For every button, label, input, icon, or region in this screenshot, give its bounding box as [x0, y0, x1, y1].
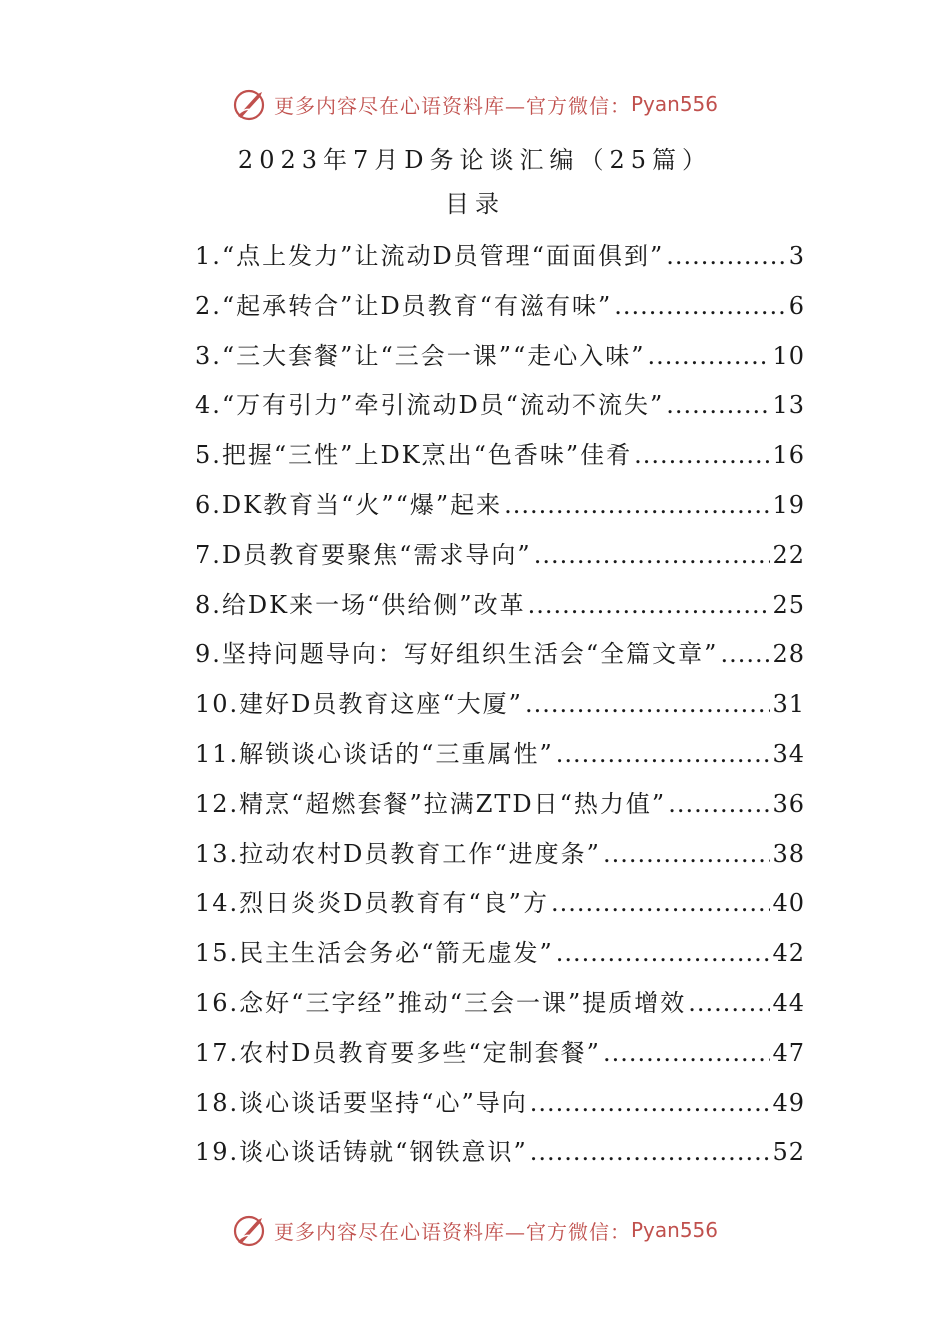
toc-entry-title: 坚持问题导向：写好组织生活会“全篇文章”: [221, 640, 719, 669]
toc-entry-page: 36: [772, 789, 805, 818]
toc-leader-dots: [528, 581, 771, 631]
toc-entry-page: 19: [772, 490, 805, 519]
document-title: 2023年7月D务论谈汇编（25篇）: [237, 146, 713, 174]
toc-leader-dots: [666, 381, 770, 431]
toc-leader-dots: [525, 680, 771, 730]
toc-entry-page: 34: [772, 739, 805, 768]
brush-logo-icon: [232, 1212, 268, 1248]
banner-wechat-id: Pyan556: [630, 92, 718, 116]
toc-leader-dots: [556, 929, 771, 979]
toc-entry-number: 10.: [195, 690, 240, 719]
toc-entry-page: 10: [772, 341, 805, 370]
toc-entry[interactable]: [195, 830, 805, 880]
toc-entry-number: 5.: [195, 441, 222, 470]
toc-entry-number: 17.: [195, 1038, 240, 1067]
toc-leader-dots: [530, 1079, 771, 1129]
toc-entry-title: “万有引力”牵引流动D员“流动不流失”: [221, 391, 665, 420]
toc-entry-title: 烈日炎炎D员教育有“良”方: [239, 889, 549, 918]
toc-entry-page: 22: [772, 540, 805, 569]
toc-entry[interactable]: [195, 1128, 805, 1178]
toc-leader-dots: [556, 730, 771, 780]
toc-entry-page: 47: [772, 1038, 805, 1067]
brush-logo-icon: [232, 86, 268, 122]
toc-entry-title: 解锁谈心谈话的“三重属性”: [239, 739, 554, 768]
toc-leader-dots: [648, 332, 771, 382]
toc-entry[interactable]: [195, 630, 805, 680]
toc-entry[interactable]: [195, 481, 805, 531]
toc-entry-title: 农村D员教育要多些“定制套餐”: [239, 1038, 601, 1067]
toc-entry-title: “三大套餐”让“三会一课”“走心入味”: [221, 341, 646, 370]
toc-entry-number: 14.: [195, 889, 240, 918]
toc-entry[interactable]: [195, 332, 805, 382]
toc-entry[interactable]: [195, 680, 805, 730]
toc-entry-number: 7.: [195, 540, 222, 569]
toc-heading: 目录: [445, 190, 505, 218]
toc-leader-dots: [551, 879, 771, 929]
toc-entry-page: 28: [772, 640, 805, 669]
toc-leader-dots: [666, 232, 786, 282]
toc-leader-dots: [634, 431, 770, 481]
banner-wechat-id: Pyan556: [630, 1218, 718, 1242]
toc-entry[interactable]: [195, 381, 805, 431]
footer-banner: [0, 1210, 950, 1250]
toc-entry-title: “起承转合”让D员教育“有滋有味”: [221, 291, 613, 320]
toc-entry[interactable]: [195, 282, 805, 332]
toc-entry-page: 31: [772, 690, 805, 719]
toc-entry-title: D员教育要聚焦“需求导向”: [221, 540, 532, 569]
toc-entry-title: 谈心谈话要坚持“心”导向: [239, 1088, 528, 1117]
toc-entry[interactable]: [195, 431, 805, 481]
toc-entry-title: 精烹“超燃套餐”拉满ZTD日“热力值”: [239, 789, 667, 818]
toc-leader-dots: [534, 531, 771, 581]
toc-entry-number: 15.: [195, 939, 240, 968]
toc-entry-page: 6: [788, 291, 805, 320]
toc-entry-number: 16.: [195, 988, 240, 1017]
toc-entry-page: 44: [772, 988, 805, 1017]
banner-text: 更多内容尽在心语资料库—官方微信：: [273, 1219, 631, 1244]
header-banner: [0, 84, 950, 124]
toc-entry-number: 18.: [195, 1088, 240, 1117]
toc-entry-title: 建好D员教育这座“大厦”: [239, 690, 523, 719]
toc-entry-number: 1.: [195, 242, 222, 270]
toc-entry[interactable]: [195, 780, 805, 830]
toc-entry-title: 念好“三字经”推动“三会一课”提质增效: [239, 988, 687, 1017]
toc-entry-page: 42: [772, 939, 805, 968]
toc-entry-page: 49: [772, 1088, 805, 1117]
toc-entry-page: 3: [788, 242, 805, 270]
toc-entry[interactable]: [195, 929, 805, 979]
toc-leader-dots: [504, 481, 770, 531]
toc-leader-dots: [603, 830, 771, 880]
toc-entry[interactable]: [195, 1079, 805, 1129]
toc-entry[interactable]: [195, 581, 805, 631]
toc-entry-number: 2.: [195, 291, 222, 320]
toc-leader-dots: [668, 780, 770, 830]
toc-entry-number: 12.: [195, 789, 240, 818]
toc-entry[interactable]: [195, 531, 805, 581]
toc-entry-page: 40: [772, 889, 805, 918]
toc-entry-title: DK教育当“火”“爆”起来: [221, 490, 503, 519]
toc-entry-page: 38: [772, 839, 805, 868]
toc-entry[interactable]: [195, 1029, 805, 1079]
toc-entry[interactable]: [195, 879, 805, 929]
toc-entry-title: 拉动农村D员教育工作“进度条”: [239, 839, 601, 868]
toc-entry-page: 13: [772, 391, 805, 420]
toc-entry[interactable]: [195, 979, 805, 1029]
toc-entry-number: 3.: [195, 341, 222, 370]
toc-entry-number: 13.: [195, 839, 240, 868]
toc-entry-number: 4.: [195, 391, 222, 420]
toc-entry-number: 8.: [195, 590, 222, 619]
toc-entry-title: 给DK来一场“供给侧”改革: [221, 590, 526, 619]
toc-entry[interactable]: [195, 232, 805, 282]
toc-leader-dots: [530, 1128, 771, 1178]
toc-leader-dots: [720, 630, 770, 680]
toc-leader-dots: [688, 979, 770, 1029]
toc-entry[interactable]: [195, 730, 805, 780]
toc-leader-dots: [614, 282, 786, 332]
toc-leader-dots: [603, 1029, 771, 1079]
toc-entry-number: 6.: [195, 490, 222, 519]
table-of-contents: [195, 232, 805, 1178]
toc-entry-page: 25: [772, 590, 805, 619]
toc-entry-title: “点上发力”让流动D员管理“面面俱到”: [221, 242, 665, 270]
toc-entry-title: 把握“三性”上DK烹出“色香味”佳肴: [221, 441, 633, 470]
toc-entry-number: 19.: [195, 1138, 240, 1167]
toc-entry-number: 9.: [195, 640, 222, 669]
toc-entry-page: 16: [772, 441, 805, 470]
toc-entry-number: 11.: [195, 739, 240, 768]
toc-entry-title: 民主生活会务必“箭无虚发”: [239, 939, 554, 968]
toc-entry-page: 52: [772, 1138, 805, 1167]
toc-entry-title: 谈心谈话铸就“钢铁意识”: [239, 1138, 528, 1167]
banner-text: 更多内容尽在心语资料库—官方微信：: [273, 93, 631, 118]
